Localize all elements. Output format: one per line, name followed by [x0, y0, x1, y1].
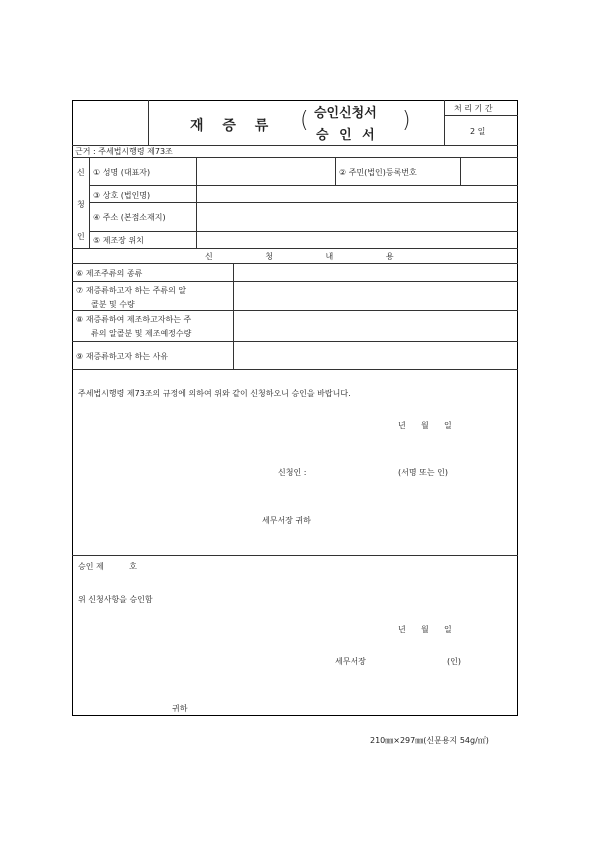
item8-label-line2: 류의 알콜분 및 제조예정수량: [91, 329, 192, 338]
item7-field[interactable]: [234, 282, 517, 310]
item8-field[interactable]: [234, 311, 517, 341]
item6-field[interactable]: [234, 264, 517, 281]
frame-top: [72, 100, 518, 101]
item9-field[interactable]: [234, 342, 517, 369]
approval-seal: (인): [447, 657, 461, 666]
signature-or-seal: (서명 또는 인): [398, 468, 448, 477]
applicant-side-label-3: 인: [77, 232, 85, 241]
approval-statement: 위 신청사항을 승인함: [78, 595, 153, 604]
regno-label: ② 주민(법인)등록번호: [339, 168, 417, 177]
factory-label: ⑤ 제조장 위치: [93, 236, 144, 245]
paper-spec-footer: 210㎜×297㎜(신문용지 54g/㎡): [370, 736, 489, 745]
declaration-bottom: [72, 555, 518, 556]
header-divider-right: [444, 100, 445, 145]
company-field[interactable]: [197, 186, 517, 202]
title-application: 승인신청서: [314, 106, 377, 121]
title-paren-open: (: [300, 108, 309, 133]
applicant-side-label-2: 청: [77, 200, 85, 209]
frame-left: [72, 100, 73, 716]
processing-divider: [444, 115, 518, 116]
item8-label-line1: ⑧ 재증류하여 제조하고자하는 주: [76, 315, 192, 324]
legal-basis: 근거 : 주세법시행령 제73조: [75, 147, 173, 156]
approval-number: 승인 제 호: [78, 562, 137, 571]
item7-label-line1: ⑦ 재증류하고자 하는 주류의 알: [76, 286, 187, 295]
frame-bottom: [72, 715, 518, 716]
approval-recipient: 귀하: [172, 704, 188, 713]
item6-label: ⑥ 제조주류의 종류: [76, 269, 143, 278]
frame-right: [517, 100, 518, 716]
address-field[interactable]: [197, 203, 517, 231]
address-label: ④ 주소 (본점소재지): [93, 213, 166, 222]
item7-label-line2: 콜분 및 수량: [91, 300, 135, 309]
title-paren-close: ): [402, 108, 411, 133]
declaration-date: 년 월 일: [398, 421, 452, 430]
applicant-side-label-1: 신: [77, 168, 85, 177]
declaration-recipient: 세무서장 귀하: [262, 516, 311, 525]
applicant-signature-field[interactable]: [318, 463, 394, 479]
regno-left-divider: [335, 157, 336, 185]
regno-field[interactable]: [461, 158, 517, 185]
approval-date: 년 월 일: [398, 625, 452, 634]
name-field[interactable]: [197, 158, 335, 185]
processing-period-label: 처 리 기 간: [454, 104, 493, 113]
processing-period-value: 2 일: [470, 127, 486, 136]
items-bottom: [72, 369, 518, 370]
declaration-statement: 주세법시행령 제73조의 규정에 의하여 위와 같이 신청하오니 승인을 바랍니다.: [78, 389, 351, 398]
company-label: ③ 상호 (법인명): [93, 191, 151, 200]
applicant-block-bottom: [72, 248, 518, 249]
form-title: 재 증 류: [190, 118, 269, 134]
item9-label: ⑨ 재증류하고자 하는 사유: [76, 352, 169, 361]
name-label: ① 성명 (대표자): [93, 168, 151, 177]
applicant-signature-label: 신청인 :: [278, 468, 307, 477]
header-divider-left: [148, 100, 149, 145]
approval-office: 세무서장: [335, 657, 366, 666]
application-content-header: 신 청 내 용: [205, 252, 394, 261]
factory-field[interactable]: [197, 232, 517, 247]
title-approval: 승 인 서: [316, 128, 378, 143]
